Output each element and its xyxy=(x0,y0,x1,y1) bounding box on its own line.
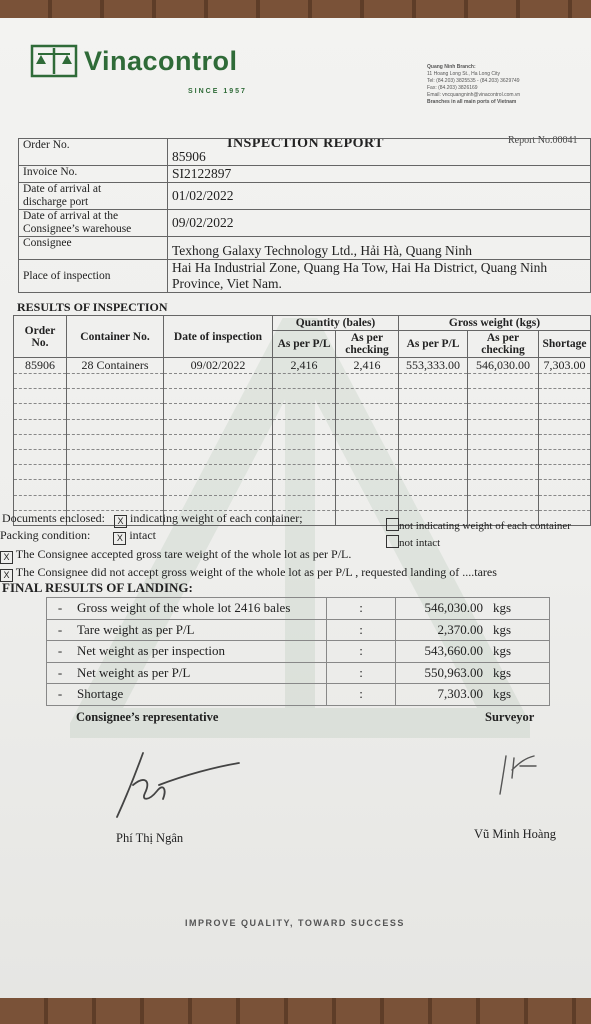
empty-cell xyxy=(399,480,468,495)
branch-line: Quang Ninh Branch: xyxy=(427,64,476,70)
report-info-table xyxy=(18,138,591,293)
documents-unchecked-text: not indicating weight of each container xyxy=(399,520,571,532)
empty-cell xyxy=(539,449,591,464)
consignee-label: Consignee xyxy=(19,237,168,260)
invoice-value: SI2122897 xyxy=(168,166,591,183)
empty-cell xyxy=(468,374,539,389)
empty-cell xyxy=(468,480,539,495)
row-value: 543,660.00 xyxy=(396,641,490,663)
empty-cell xyxy=(273,465,336,480)
row-colon: : xyxy=(327,662,396,684)
row-description: Net weight as per P/L xyxy=(73,662,327,684)
empty-cell xyxy=(14,449,67,464)
empty-cell xyxy=(14,480,67,495)
empty-cell xyxy=(336,404,399,419)
empty-cell xyxy=(67,449,164,464)
empty-cell xyxy=(336,465,399,480)
surveyor-label: Surveyor xyxy=(485,710,535,724)
documents-enclosed-line xyxy=(2,511,303,528)
empty-cell xyxy=(273,389,336,404)
info-row-place xyxy=(19,260,591,293)
empty-cell xyxy=(164,389,273,404)
packing-checked-text: intact xyxy=(129,528,156,542)
empty-cell xyxy=(14,404,67,419)
col-gross-per-checking: As per checking xyxy=(468,331,539,358)
empty-cell xyxy=(336,374,399,389)
empty-cell xyxy=(399,449,468,464)
brand-since: SINCE 1957 xyxy=(188,88,247,95)
not-accepted-checkbox[interactable]: X xyxy=(0,569,13,582)
empty-cell xyxy=(399,465,468,480)
packing-checkbox-checked[interactable]: X xyxy=(113,532,126,545)
empty-cell xyxy=(539,404,591,419)
empty-cell xyxy=(67,419,164,434)
arrival-port-label-line: discharge port xyxy=(23,196,89,208)
empty-cell xyxy=(67,480,164,495)
packing-condition-label: Packing condition: xyxy=(0,528,91,542)
empty-cell xyxy=(468,465,539,480)
packing-unchecked-text: not intact xyxy=(399,537,441,549)
invoice-label: Invoice No. xyxy=(19,166,168,183)
empty-cell xyxy=(336,419,399,434)
empty-cell xyxy=(67,465,164,480)
col-gross-per-pl: As per P/L xyxy=(399,331,468,358)
documents-checked-text: indicating weight of each container; xyxy=(129,511,303,525)
arrival-port-value: 01/02/2022 xyxy=(168,183,591,210)
empty-cell xyxy=(399,404,468,419)
empty-cell xyxy=(164,465,273,480)
branch-address xyxy=(427,64,582,106)
empty-cell xyxy=(164,374,273,389)
row-description: Shortage xyxy=(73,684,327,706)
consignee-value: Texhong Galaxy Technology Ltd., Hải Hà, Quang Ninh xyxy=(168,237,591,260)
results-table xyxy=(13,315,591,526)
branch-line: Email: vncquangninh@vinacontrol.com.vn xyxy=(427,92,521,98)
empty-cell xyxy=(468,419,539,434)
empty-row xyxy=(14,419,591,434)
place-line: Hai Ha Industrial Zone, Quang Ha Tow, Hai Ha District, Quang Ninh xyxy=(172,260,548,275)
accepted-text: The Consignee accepted gross tare weight of the whole lot as per P/L. xyxy=(15,547,352,561)
empty-cell xyxy=(67,404,164,419)
row-unit: kgs xyxy=(489,598,550,620)
accepted-checkbox[interactable]: X xyxy=(0,551,13,564)
empty-cell xyxy=(399,495,468,510)
cell-container: 28 Containers xyxy=(67,358,164,374)
row-unit: kgs xyxy=(489,641,550,663)
place-label: Place of inspection xyxy=(19,260,168,293)
brand-name: Vinacontrol xyxy=(84,45,238,76)
empty-cell xyxy=(14,434,67,449)
empty-cell xyxy=(468,389,539,404)
empty-cell xyxy=(468,495,539,510)
consignee-name: Phí Thị Ngân xyxy=(116,831,184,845)
final-results-title: FINAL RESULTS OF LANDING: xyxy=(2,580,193,595)
branch-line: 11 Hoang Long St., Ha Long City xyxy=(427,71,501,77)
empty-cell xyxy=(273,495,336,510)
cell-qty-pl: 2,416 xyxy=(273,358,336,374)
col-order-no: Order No. xyxy=(14,316,67,358)
empty-cell xyxy=(539,419,591,434)
info-row-arrival-warehouse xyxy=(19,210,591,237)
empty-cell xyxy=(273,480,336,495)
empty-cell xyxy=(399,434,468,449)
empty-row xyxy=(14,465,591,480)
empty-cell xyxy=(67,374,164,389)
row-value: 550,963.00 xyxy=(396,662,490,684)
row-dash: - xyxy=(47,641,74,663)
col-date-of-inspection: Date of inspection xyxy=(164,316,273,358)
row-description: Net weight as per inspection xyxy=(73,641,327,663)
branch-line: Branches in all main ports of Vietnam xyxy=(427,99,517,105)
empty-cell xyxy=(539,465,591,480)
col-shortage: Shortage xyxy=(539,331,591,358)
empty-row xyxy=(14,389,591,404)
col-qty-per-pl: As per P/L xyxy=(273,331,336,358)
footer-slogan: IMPROVE QUALITY, TOWARD SUCCESS xyxy=(185,918,405,928)
empty-cell xyxy=(14,495,67,510)
table-row xyxy=(14,358,591,374)
empty-cell xyxy=(164,434,273,449)
surveyor-signature xyxy=(492,748,552,798)
order-no-value: 85906 xyxy=(168,139,591,166)
empty-row xyxy=(14,374,591,389)
empty-cell xyxy=(336,480,399,495)
empty-cell xyxy=(336,434,399,449)
empty-cell xyxy=(164,495,273,510)
row-description: Gross weight of the whole lot 2416 bales xyxy=(73,598,327,620)
surveyor-name: Vũ Minh Hoàng xyxy=(474,827,556,841)
not-accepted-text: The Consignee did not accept gross weight of the whole lot as per P/L , requested landing of ....tares xyxy=(15,565,497,579)
documents-checkbox-unchecked[interactable] xyxy=(386,518,399,531)
empty-row xyxy=(14,434,591,449)
cell-date: 09/02/2022 xyxy=(164,358,273,374)
table-row xyxy=(47,598,550,620)
table-row xyxy=(47,684,550,706)
row-colon: : xyxy=(327,641,396,663)
empty-cell xyxy=(273,404,336,419)
row-unit: kgs xyxy=(489,684,550,706)
empty-cell xyxy=(273,419,336,434)
col-quantity: Quantity (bales) xyxy=(273,316,399,331)
empty-cell xyxy=(399,389,468,404)
info-row-arrival-port xyxy=(19,183,591,210)
branch-line: Fax: (84.203) 3826169 xyxy=(427,85,478,91)
arrival-warehouse-label xyxy=(19,210,168,237)
cell-gross-pl: 553,333.00 xyxy=(399,358,468,374)
empty-cell xyxy=(336,449,399,464)
empty-row xyxy=(14,480,591,495)
info-row-order xyxy=(19,139,591,166)
empty-cell xyxy=(539,434,591,449)
row-value: 546,030.00 xyxy=(396,598,490,620)
empty-cell xyxy=(399,374,468,389)
info-row-consignee xyxy=(19,237,591,260)
cell-qty-check: 2,416 xyxy=(336,358,399,374)
col-qty-per-checking: As per checking xyxy=(336,331,399,358)
empty-cell xyxy=(273,374,336,389)
results-header-row xyxy=(14,316,591,331)
branch-line: Tel: (84.203) 3825535 - (84.203) 3629749 xyxy=(427,78,520,84)
empty-cell xyxy=(67,495,164,510)
empty-cell xyxy=(468,449,539,464)
empty-row xyxy=(14,449,591,464)
arrival-port-label-line: Date of arrival at xyxy=(23,183,102,195)
cell-shortage: 7,303.00 xyxy=(539,358,591,374)
empty-cell xyxy=(14,374,67,389)
row-unit: kgs xyxy=(489,619,550,641)
documents-enclosed-label: Documents enclosed: xyxy=(2,511,105,525)
empty-row xyxy=(14,404,591,419)
empty-cell xyxy=(399,419,468,434)
empty-cell xyxy=(164,404,273,419)
landing-results-table xyxy=(46,597,550,706)
empty-cell xyxy=(539,374,591,389)
cell-gross-check: 546,030.00 xyxy=(468,358,539,374)
place-line: Province, Viet Nam. xyxy=(172,276,282,291)
company-logo xyxy=(30,44,238,78)
place-value xyxy=(168,260,591,293)
empty-cell xyxy=(273,434,336,449)
empty-cell xyxy=(164,419,273,434)
documents-unchecked-option xyxy=(386,518,571,532)
row-description: Tare weight as per P/L xyxy=(73,619,327,641)
packing-checkbox-unchecked[interactable] xyxy=(386,535,399,548)
row-colon: : xyxy=(327,684,396,706)
col-gross-weight: Gross weight (kgs) xyxy=(399,316,591,331)
results-section-title: RESULTS OF INSPECTION xyxy=(17,300,168,314)
row-value: 2,370.00 xyxy=(396,619,490,641)
empty-cell xyxy=(336,389,399,404)
consignee-representative-label: Consignee’s representative xyxy=(76,710,219,724)
arrival-warehouse-value: 09/02/2022 xyxy=(168,210,591,237)
row-dash: - xyxy=(47,619,74,641)
cell-order: 85906 xyxy=(14,358,67,374)
empty-cell xyxy=(14,465,67,480)
row-unit: kgs xyxy=(489,662,550,684)
empty-cell xyxy=(164,480,273,495)
empty-cell xyxy=(539,495,591,510)
order-no-label: Order No. xyxy=(19,139,168,166)
table-row xyxy=(47,619,550,641)
empty-cell xyxy=(273,449,336,464)
row-dash: - xyxy=(47,598,74,620)
documents-checkbox-checked[interactable]: X xyxy=(114,515,127,528)
info-row-invoice xyxy=(19,166,591,183)
row-colon: : xyxy=(327,598,396,620)
empty-cell xyxy=(164,449,273,464)
scales-logo-icon xyxy=(30,44,78,78)
table-row xyxy=(47,662,550,684)
empty-cell xyxy=(468,404,539,419)
empty-cell xyxy=(468,434,539,449)
col-container-no: Container No. xyxy=(67,316,164,358)
empty-cell xyxy=(14,389,67,404)
arrival-warehouse-label-line: Consignee’s warehouse xyxy=(23,223,132,235)
packing-unchecked-option xyxy=(386,535,440,549)
empty-cell xyxy=(14,419,67,434)
report-number: Report No.00041 xyxy=(508,135,578,146)
row-dash: - xyxy=(47,684,74,706)
empty-cell xyxy=(336,495,399,510)
row-value: 7,303.00 xyxy=(396,684,490,706)
consignee-signature xyxy=(105,745,245,820)
arrival-port-label xyxy=(19,183,168,210)
row-colon: : xyxy=(327,619,396,641)
report-title: INSPECTION REPORT xyxy=(227,136,384,151)
packing-condition-line xyxy=(0,528,156,545)
empty-row xyxy=(14,495,591,510)
consignee-accepted-line xyxy=(0,547,351,564)
empty-cell xyxy=(539,480,591,495)
empty-cell xyxy=(67,389,164,404)
arrival-warehouse-label-line: Date of arrival at the xyxy=(23,210,119,222)
row-dash: - xyxy=(47,662,74,684)
table-row xyxy=(47,641,550,663)
empty-cell xyxy=(539,389,591,404)
empty-cell xyxy=(67,434,164,449)
